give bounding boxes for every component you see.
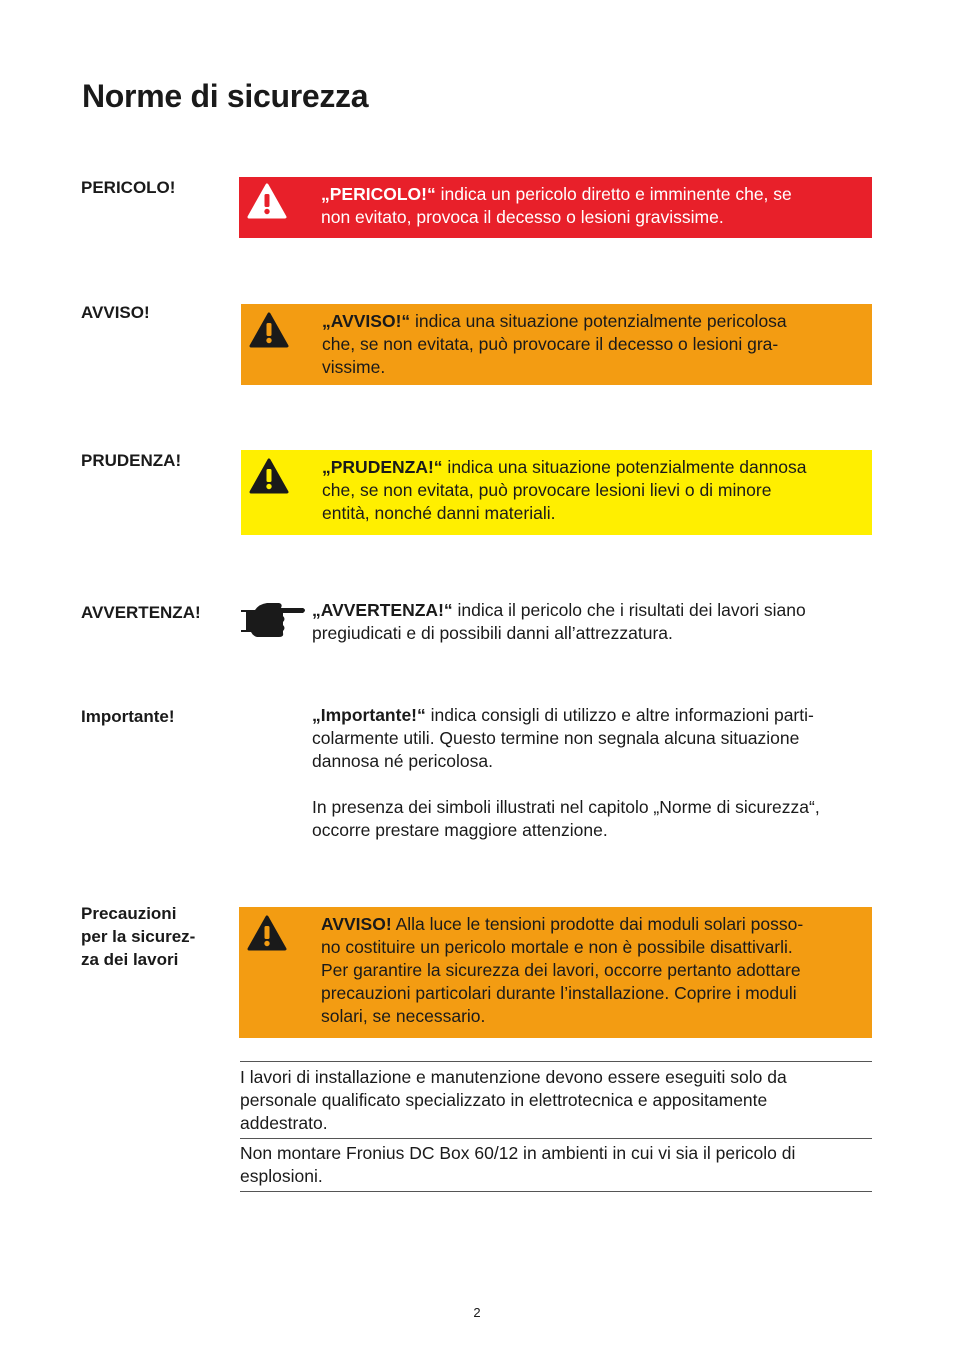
precautions-keyword: AVVISO!	[321, 914, 392, 934]
warning-keyword: „AVVISO!“	[322, 311, 411, 331]
warning-text-line1: indica una situazione potenzialmente pericolosa	[410, 311, 787, 331]
row-text-line: personale qualificato specializzato in elettrotecnica e appositamente	[240, 1090, 768, 1110]
precautions-label-line3: za dei lavori	[81, 950, 179, 969]
pointing-hand-icon	[239, 600, 307, 645]
caution-label: PRUDENZA!	[81, 451, 182, 470]
precautions-warning-box	[239, 907, 872, 1038]
danger-keyword: „PERICOLO!“	[321, 184, 436, 204]
precautions-label	[81, 902, 231, 971]
precautions-label-line2: per la sicurez-	[81, 927, 196, 946]
precautions-text-line2: no costituire un pericolo mortale e non è possibile disattivarli.	[321, 937, 793, 957]
row-text-line: addestrato.	[240, 1113, 328, 1133]
caution-keyword: „PRUDENZA!“	[322, 457, 443, 477]
warning-label: AVVISO!	[81, 303, 150, 322]
note-text-line2: pregiudicati e di possibili danni all’attrezzatura.	[312, 623, 673, 643]
warning-text-line2: che, se non evitata, può provocare il decesso o lesioni gra-	[322, 334, 779, 354]
precautions-text-line5: solari, se necessario.	[321, 1006, 486, 1026]
note-text-line1: indica il pericolo che i risultati dei lavori siano	[452, 600, 806, 620]
precautions-text-line3: Per garantire la sicurezza dei lavori, occorre pertanto adottare	[321, 960, 801, 980]
table-row	[240, 1066, 872, 1135]
caution-text-line2: che, se non evitata, può provocare lesioni lievi o di minore	[322, 480, 772, 500]
important-text-line2: colarmente utili. Questo termine non segnala alcuna situazione	[312, 728, 800, 748]
table-divider	[240, 1061, 872, 1062]
important-label: Importante!	[81, 707, 175, 726]
important-para2-line2: occorre prestare maggiore attenzione.	[312, 820, 608, 840]
caution-text-line3: entità, nonché danni materiali.	[322, 503, 556, 523]
page-title: Norme di sicurezza	[82, 78, 369, 114]
warning-triangle-icon	[241, 304, 297, 385]
caution-box	[241, 450, 872, 535]
warning-box	[241, 304, 872, 385]
danger-text-line1: indica un pericolo diretto e imminente che, se	[435, 184, 792, 204]
important-text-line1: indica consigli di utilizzo e altre informazioni parti-	[425, 705, 814, 725]
danger-label: PERICOLO!	[81, 178, 176, 197]
row-text-line: Non montare Fronius DC Box 60/12 in ambienti in cui vi sia il pericolo di	[240, 1143, 796, 1163]
warning-text-line3: vissime.	[322, 357, 386, 377]
important-text-line3: dannosa né pericolosa.	[312, 751, 493, 771]
table-divider	[240, 1138, 872, 1139]
warning-triangle-icon	[241, 450, 297, 535]
important-keyword: „Importante!“	[312, 705, 426, 725]
table-divider	[240, 1191, 872, 1192]
important-para2-line1: In presenza dei simboli illustrati nel capitolo „Norme di sicurezza“,	[312, 797, 820, 817]
caution-text-line1: indica una situazione potenzialmente dannosa	[442, 457, 807, 477]
warning-triangle-icon	[239, 907, 295, 1038]
danger-text-line2: non evitato, provoca il decesso o lesioni gravissime.	[321, 207, 724, 227]
note-keyword: „AVVERTENZA!“	[312, 600, 453, 620]
page-number: 2	[473, 1305, 481, 1320]
danger-box	[239, 177, 872, 238]
note-label: AVVERTENZA!	[81, 603, 201, 622]
row-text-line: esplosioni.	[240, 1166, 323, 1186]
precautions-label-line1: Precauzioni	[81, 904, 177, 923]
table-row	[240, 1142, 872, 1188]
row-text-line: I lavori di installazione e manutenzione devono essere eseguiti solo da	[240, 1067, 787, 1087]
warning-triangle-icon	[239, 177, 295, 238]
precautions-text-line4: precauzioni particolari durante l’installazione. Coprire i moduli	[321, 983, 797, 1003]
precautions-text-line1: Alla luce le tensioni prodotte dai moduli solari posso-	[391, 914, 804, 934]
